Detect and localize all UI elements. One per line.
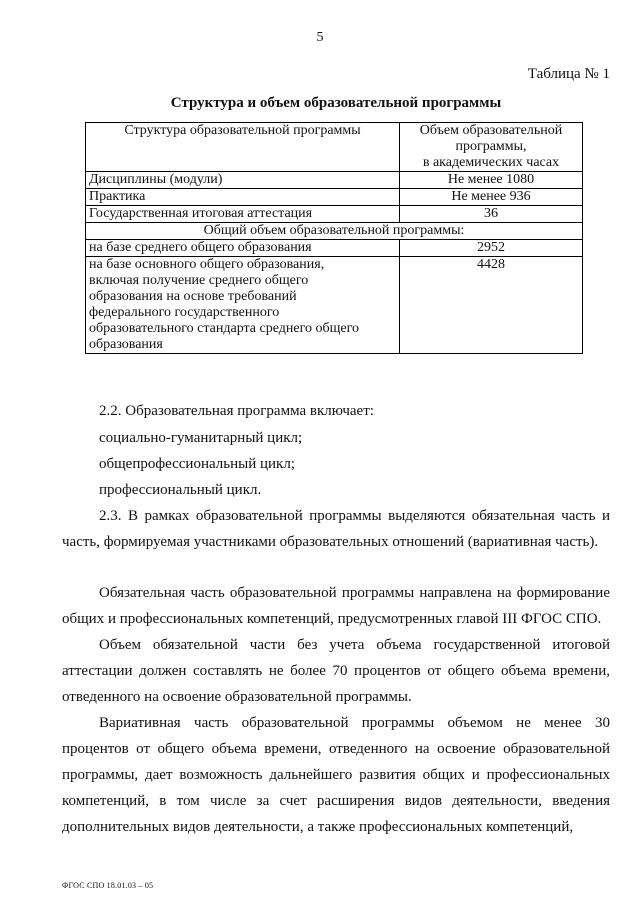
table-row (86, 172, 583, 189)
row-label (86, 257, 400, 354)
footer-code: ФГОС СПО 18.01.03 – 05 (62, 881, 154, 890)
row-label: Дисциплины (модули) (86, 172, 400, 189)
structure-table (85, 122, 583, 354)
row-label: Государственная итоговая аттестация (86, 206, 400, 223)
paragraph: 2.3. В рамках образовательной программы выделяются обязательная часть и часть, формируемая участниками образовательных отношений (вариативная часть). (62, 508, 610, 550)
page-number: 5 (316, 30, 324, 45)
row-label-line: на базе основного общего образования, (89, 257, 325, 272)
paragraph: 2.2. Образовательная программа включает: (99, 403, 374, 419)
row-label-line: федерального государственного (89, 305, 280, 320)
table-row (86, 257, 583, 354)
row-value: 4428 (400, 257, 583, 354)
row-label-line: включая получение среднего общего (89, 273, 309, 288)
row-value: 2952 (400, 240, 583, 257)
table-header-row (86, 123, 583, 172)
row-value: 36 (400, 206, 583, 223)
paragraph: общепрофессиональный цикл; (99, 456, 295, 472)
paragraph: Вариативная часть образовательной программы объемом не менее 30 процентов от общего объема времени, отведенного на освоение образовательной программы, дает возможность дальнейшего развития общих и профессиональных компетенций, в том числе за счет расширения видов деятельности, введения дополнительных видов деятельности, а также профессиональных компетенций, (62, 715, 610, 835)
row-value: Не менее 936 (400, 189, 583, 206)
row-label: Практика (86, 189, 400, 206)
table-title: Структура и объем образовательной программы (170, 95, 502, 111)
header-volume-line: Объем образовательной (419, 123, 563, 138)
header-volume (400, 123, 583, 172)
total-heading: Общий объем образовательной программы: (86, 223, 583, 240)
paragraph: Объем обязательной части без учета объема государственной итоговой аттестации должен составлять не более 70 процентов от общего объема времени, отведенного на освоение образовательной программы. (62, 637, 610, 705)
table-row (86, 206, 583, 223)
header-volume-line: в академических часах (422, 155, 560, 170)
row-label-line: образовательного стандарта среднего общего (89, 321, 359, 336)
paragraph: профессиональный цикл. (99, 482, 262, 498)
header-volume-line: программы, (455, 139, 527, 154)
header-structure: Структура образовательной программы (86, 123, 400, 172)
row-label-line: образования на основе требований (89, 289, 297, 304)
row-label-line: образования (89, 337, 163, 352)
row-value: Не менее 1080 (400, 172, 583, 189)
table-row (86, 189, 583, 206)
table-row (86, 240, 583, 257)
table-label: Таблица № 1 (527, 66, 610, 82)
paragraph: Обязательная часть образовательной программы направлена на формирование общих и профессиональных компетенций, предусмотренных главой III ФГОС СПО. (62, 585, 610, 627)
paragraph: социально-гуманитарный цикл; (99, 430, 303, 446)
table-row (86, 223, 583, 240)
row-label: на базе среднего общего образования (86, 240, 400, 257)
